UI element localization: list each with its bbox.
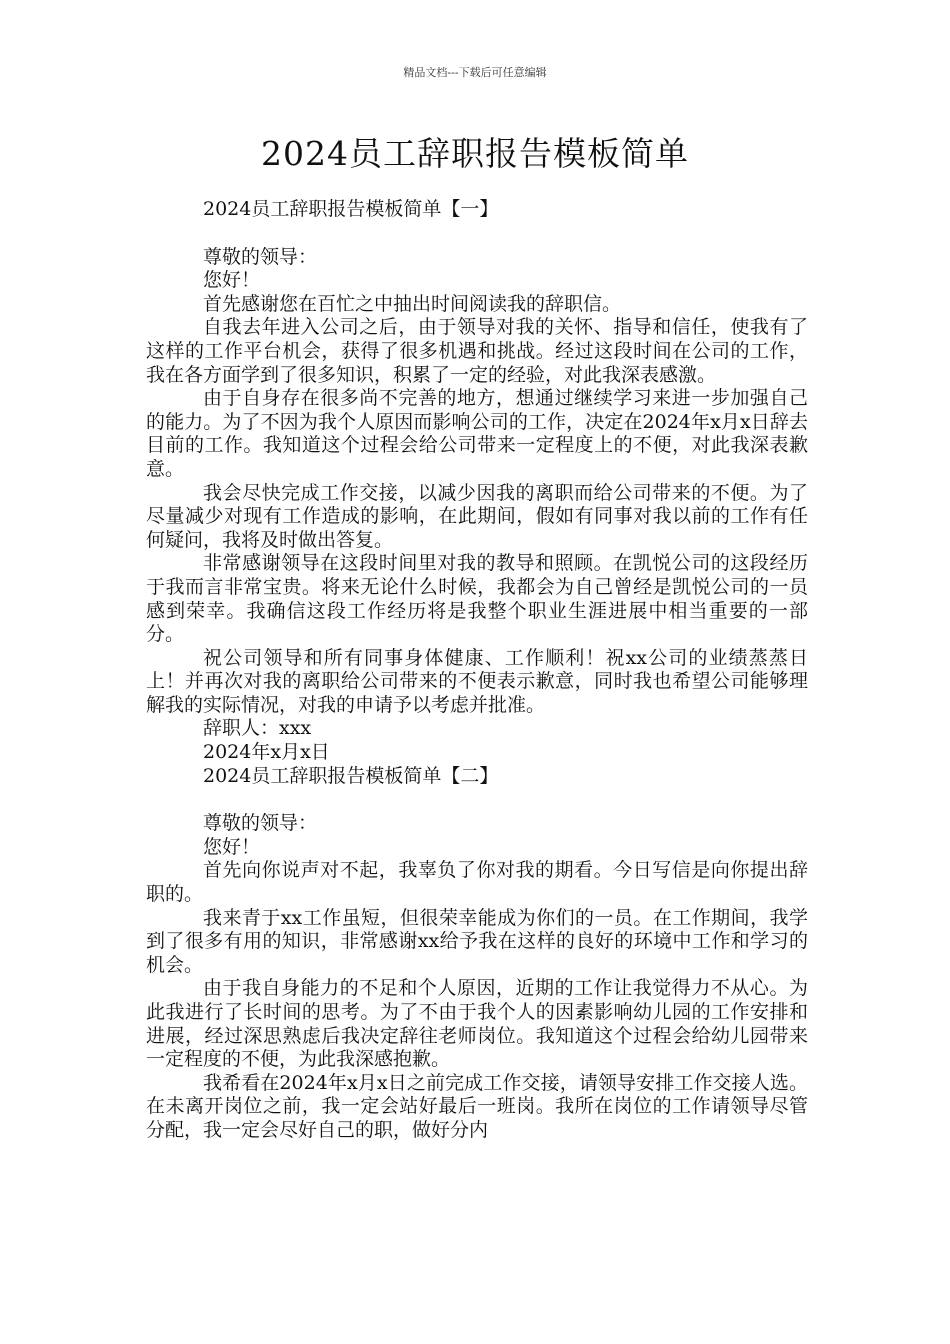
section-1-heading: 2024员工辞职报告模板简单【一】 — [203, 198, 499, 220]
section-1-paragraph: 由于自身存在很多尚不完善的地方，想通过继续学习来进一步加强自己的能力。为了不因为我个人原因而影响公司的工作，决定在2024年x月x日辞去目前的工作。我知道这个过程会给公司带来一定程度上的不便，对此我深表歉意。 — [146, 387, 808, 480]
document-title: 2024员工辞职报告模板简单 — [261, 134, 689, 173]
section-2-salutation: 尊敬的领导： — [203, 812, 318, 835]
section-1-paragraph: 自我去年进入公司之后，由于领导对我的关怀、指导和信任，使我有了这样的工作平台机会，获得了很多机遇和挑战。经过这段时间在公司的工作，我在各方面学到了很多知识，积累了一定的经验，对此我深表感激。 — [146, 316, 808, 386]
section-2-paragraph: 首先向你说声对不起，我辜负了你对我的期看。今日写信是向你提出辞职的。 — [146, 859, 808, 906]
section-1-date: 2024年x月x日 — [203, 741, 330, 764]
section-1-greeting: 您好！ — [203, 269, 261, 292]
section-1-paragraph: 首先感谢您在百忙之中抽出时间阅读我的辞职信。 — [203, 292, 622, 315]
section-1-paragraph: 我会尽快完成工作交接，以减少因我的离职而给公司带来的不便。为了尽量减少对现有工作造成的影响，在此期间，假如有同事对我以前的工作有任何疑问，我将及时做出答复。 — [146, 481, 808, 551]
section-2-paragraph: 由于我自身能力的不足和个人原因，近期的工作让我觉得力不从心。为此我进行了长时间的思考。为了不由于我个人的因素影响幼儿园的工作安排和进展，经过深思熟虑后我决定辞往老师岗位。我知道这个过程会给幼儿园带来一定程度的不便，为此我深感抱歉。 — [146, 977, 808, 1071]
section-1-paragraph: 非常感谢领导在这段时间里对我的教导和照顾。在凯悦公司的这段经历于我而言非常宝贵。将来无论什么时候，我都会为自己曾经是凯悦公司的一员感到荣幸。我确信这段工作经历将是我整个职业生涯进展中相当重要的一部分。 — [146, 552, 808, 646]
document-body — [146, 198, 808, 1143]
page-header: 精品文档---下载后可任意编辑 — [403, 66, 547, 79]
section-2-paragraph: 我希看在2024年x月x日之前完成工作交接，请领导安排工作交接人选。在未离开岗位之前，我一定会站好最后一班岗。我所在岗位的工作请领导尽管分配，我一定会尽好自己的职，做好分内 — [146, 1071, 808, 1141]
section-2-paragraph: 我来青于xx工作虽短，但很荣幸能成为你们的一员。在工作期间，我学到了很多有用的知识，非常感谢xx给予我在这样的良好的环境中工作和学习的机会。 — [146, 906, 808, 976]
section-1-salutation: 尊敬的领导： — [203, 245, 318, 268]
section-2-heading: 2024员工辞职报告模板简单【二】 — [203, 764, 499, 787]
section-1-signer: 辞职人：xxx — [203, 717, 312, 740]
section-2-greeting: 您好！ — [203, 835, 261, 858]
section-1-paragraph: 祝公司领导和所有同事身体健康、工作顺利！祝xx公司的业绩蒸蒸日上！并再次对我的离职给公司带来的不便表示歉意，同时我也希望公司能够理解我的实际情况，对我的申请予以考虑并批准。 — [146, 646, 808, 716]
